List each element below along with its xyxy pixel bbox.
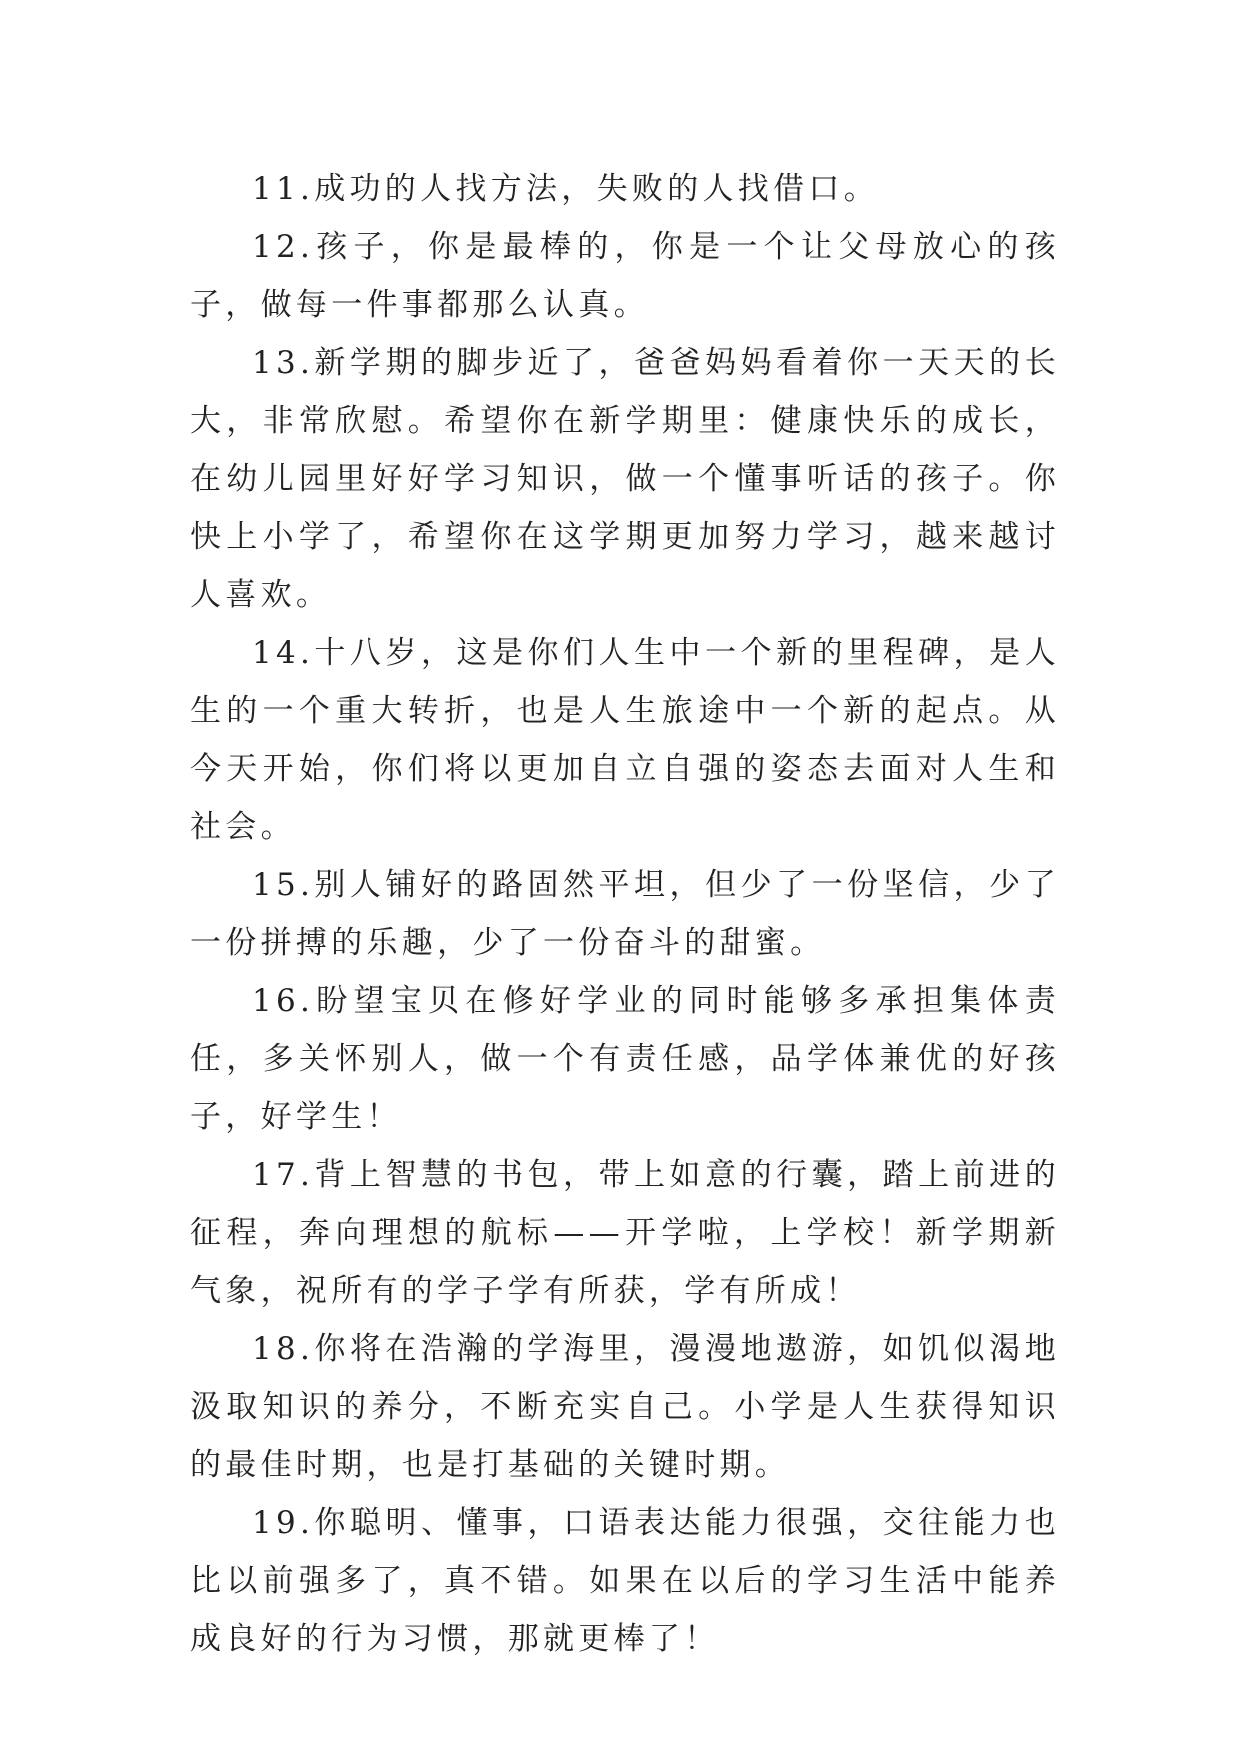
paragraph-16: 16.盼望宝贝在修好学业的同时能够多承担集体责任，多关怀别人，做一个有责任感，品学体兼优的好孩子，好学生！ (190, 983, 1060, 1135)
paragraph-13: 13.新学期的脚步近了，爸爸妈妈看着你一天天的长大，非常欣慰。希望你在新学期里：健康快乐的成长，在幼儿园里好好学习知识，做一个懂事听话的孩子。你快上小学了，希望你在这学期更加努力学习，越来越讨人喜欢。 (190, 345, 1060, 613)
paragraph-12: 12.孩子，你是最棒的，你是一个让父母放心的孩子，做每一件事都那么认真。 (190, 229, 1060, 323)
paragraph-11: 11.成功的人找方法，失败的人找借口。 (252, 171, 879, 207)
paragraph-17: 17.背上智慧的书包，带上如意的行囊，踏上前进的征程，奔向理想的航标——开学啦，上学校！新学期新气象，祝所有的学子学有所获，学有所成！ (190, 1157, 1060, 1309)
paragraph-19: 19.你聪明、懂事，口语表达能力很强，交往能力也比以前强多了，真不错。如果在以后的学习生活中能养成良好的行为习惯，那就更棒了！ (190, 1505, 1060, 1657)
paragraph-14: 14.十八岁，这是你们人生中一个新的里程碑，是人生的一个重大转折，也是人生旅途中一个新的起点。从今天开始，你们将以更加自立自强的姿态去面对人生和社会。 (190, 635, 1060, 845)
paragraph-15: 15.别人铺好的路固然平坦，但少了一份坚信，少了一份拼搏的乐趣，少了一份奋斗的甜蜜。 (190, 867, 1060, 961)
document-body (190, 160, 1060, 1668)
paragraph-18: 18.你将在浩瀚的学海里，漫漫地遨游，如饥似渴地汲取知识的养分，不断充实自己。小学是人生获得知识的最佳时期，也是打基础的关键时期。 (190, 1331, 1060, 1483)
